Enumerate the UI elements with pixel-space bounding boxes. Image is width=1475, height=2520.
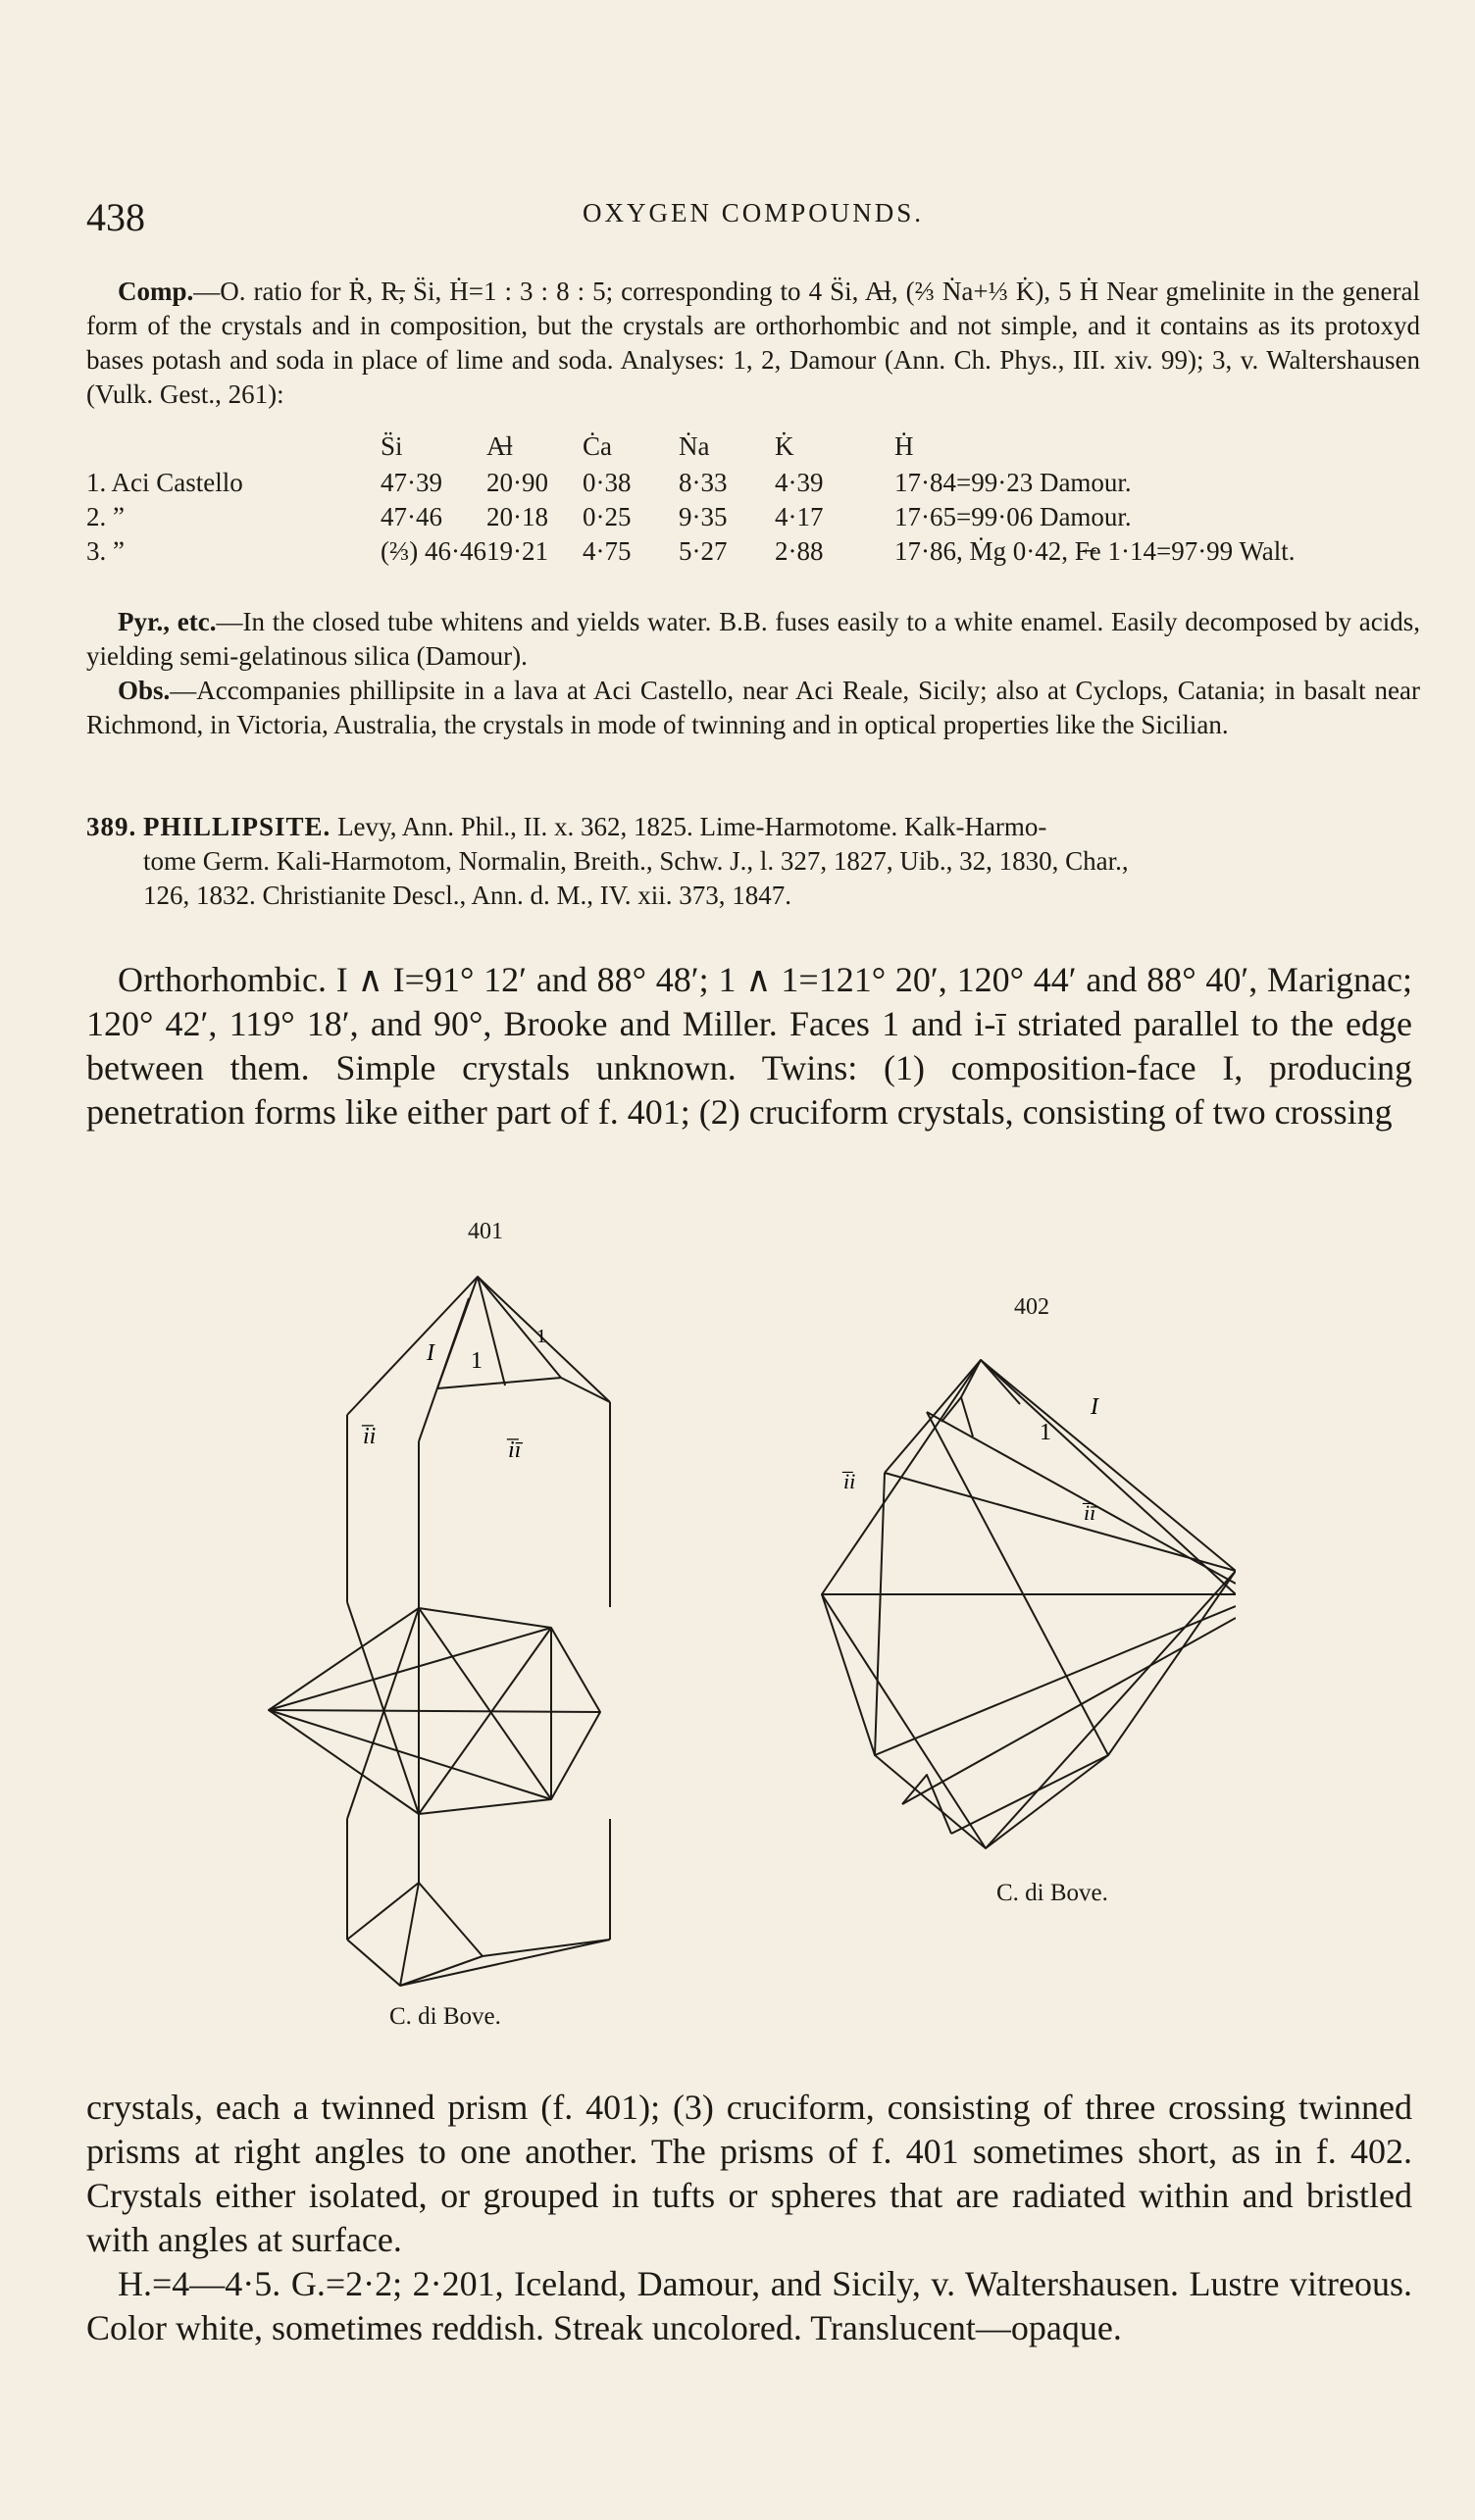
pyr-label: Pyr., etc. bbox=[118, 607, 217, 636]
header-h: Ḣ bbox=[893, 431, 914, 461]
figure-402 bbox=[804, 1343, 1236, 1863]
figure-401-caption: C. di Bove. bbox=[389, 2003, 501, 2030]
cell-rest: 17·86, Ṁg 0·42, F̶e 1·14=97·99 Walt. bbox=[893, 536, 1296, 566]
obs-label: Obs. bbox=[118, 676, 171, 705]
header-si: S̈i bbox=[381, 431, 403, 461]
cell-si: 47·46 bbox=[381, 502, 442, 531]
figure-402-caption: C. di Bove. bbox=[996, 1880, 1108, 1906]
face-label: i̅i bbox=[363, 1424, 377, 1449]
cell-al: 19·21 bbox=[485, 536, 548, 566]
comp-label: Comp. bbox=[118, 277, 194, 306]
cell-na: 9·35 bbox=[678, 502, 728, 531]
face-label: 1 bbox=[1040, 1420, 1051, 1445]
cell-al: 20·18 bbox=[485, 502, 548, 531]
pyrognostics-section bbox=[86, 605, 1420, 742]
description-paragraph-3: H.=4—4·5. G.=2·2; 2·201, Iceland, Damour, and Sicily, v. Waltershausen. Lustre vitreous. Color white, sometimes reddish. Streak uncolored. Translucent—opaque. bbox=[86, 2264, 1412, 2347]
face-label: 1 bbox=[536, 1326, 546, 1347]
obs-text: —Accompanies phillipsite in a lava at Aci Castello, near Aci Reale, Sicily; also at Cyclops, Catania; in basalt near Richmond, in Victoria, Australia, the crystals in mode of twinning and in optical properties like the Sicilian. bbox=[86, 676, 1420, 739]
face-label: I bbox=[427, 1340, 434, 1366]
cell-si: 47·39 bbox=[381, 468, 442, 497]
cell-rest: 17·84=99·23 Damour. bbox=[893, 468, 1132, 497]
page-number: 438 bbox=[86, 195, 145, 239]
cell-ca: 0·25 bbox=[582, 502, 632, 531]
row-label: 1. Aci Castello bbox=[86, 468, 243, 497]
species-number: 389. bbox=[86, 812, 137, 841]
cell-na: 8·33 bbox=[678, 468, 728, 497]
cell-rest: 17·65=99·06 Damour. bbox=[893, 502, 1132, 531]
cell-ca: 0·38 bbox=[582, 468, 632, 497]
header-k: K̇ bbox=[774, 431, 794, 461]
face-label: i̅i bbox=[843, 1469, 856, 1493]
crystal-drawing-401 bbox=[257, 1265, 728, 1991]
page-header bbox=[86, 194, 1420, 243]
cell-si: (⅔) 46·46 bbox=[381, 536, 486, 566]
table-row bbox=[86, 466, 1296, 500]
cell-k: 4·39 bbox=[774, 468, 824, 497]
figure-401 bbox=[257, 1265, 728, 1991]
species-line-1: Levy, Ann. Phil., II. x. 362, 1825. Lime-Harmotome. Kalk-Harmo- bbox=[337, 812, 1047, 841]
face-label: I bbox=[1091, 1394, 1098, 1420]
row-label: 2. ˮ bbox=[86, 502, 125, 531]
analyses-table bbox=[86, 429, 1420, 569]
face-label: 1 bbox=[471, 1348, 483, 1374]
cell-k: 2·88 bbox=[774, 536, 824, 566]
face-label: i̅ī bbox=[1084, 1500, 1096, 1525]
species-line-3: 126, 1832. Christianite Descl., Ann. d. M., IV. xii. 373, 1847. bbox=[143, 881, 791, 910]
face-label: i̅ī bbox=[508, 1437, 522, 1463]
running-head: OXYGEN COMPOUNDS. bbox=[582, 198, 925, 227]
description-paragraph-1: Orthorhombic. I ∧ I=91° 12′ and 88° 48′; 1 ∧ 1=121° 20′, 120° 44′ and 88° 40′, Marignac; 120° 42′, 119° 18′, and 90°, Brooke and Miller. Faces 1 and i-ī striated parallel to the edge between them. Simple crystals unknown. Twins: (1) composition-face I, producing penetration forms like either part of f. 401; (2) cruciform crystals, consisting of two crossing bbox=[86, 960, 1412, 1132]
figure-401-number: 401 bbox=[468, 1219, 503, 1244]
figure-402-number: 402 bbox=[1014, 1294, 1049, 1320]
row-label: 3. ˮ bbox=[86, 536, 125, 566]
comp-text: —O. ratio for Ṙ, R̶, S̈i, Ḣ=1 : 3 : 8 : 5; corresponding to 4 S̈i, A̶l, (⅔ Ṅa+⅓ K̇), 5 Ḣ Near gmelinite in the general form of the crystals and in composition, but the crystals are orthorhombic and not simple, and it contains as its protoxyd bases potash and soda in place of lime and soda. Analyses: 1, 2, Damour (Ann. Ch. Phys., III. xiv. 99); 3, v. Waltershausen (Vulk. Gest., 261): bbox=[86, 277, 1420, 409]
species-name: PHILLIPSITE. bbox=[143, 812, 331, 841]
header-al: A̶l bbox=[485, 431, 513, 461]
table-row bbox=[86, 500, 1296, 534]
header-na: Ṅa bbox=[678, 431, 710, 461]
pyr-text: —In the closed tube whitens and yields water. B.B. fuses easily to a white enamel. Easily decomposed by acids, yielding semi-gelatinous silica (Damour). bbox=[86, 607, 1420, 671]
composition-section bbox=[86, 275, 1420, 412]
table-row bbox=[86, 534, 1296, 569]
crystal-drawing-402 bbox=[804, 1343, 1236, 1863]
species-line-2: tome Germ. Kali-Harmotom, Normalin, Breith., Schw. J., l. 327, 1827, Uib., 32, 1830, Char., bbox=[143, 846, 1129, 876]
species-heading bbox=[86, 810, 1420, 913]
analyses-header-row bbox=[86, 429, 1296, 466]
header-ca: Ċa bbox=[582, 431, 612, 461]
cell-na: 5·27 bbox=[678, 536, 728, 566]
description-paragraph-2: crystals, each a twinned prism (f. 401); (3) cruciform, consisting of three crossing twinned prisms at right angles to one another. The prisms of f. 401 sometimes short, as in f. 402. Crystals either isolated, or grouped in tufts or spheres that are radiated within and bristled with angles at surface. H.=4—4·5. G.=2·2; 2·201, Iceland, Damour, and Sicily, v. Waltershausen. Lustre vitreous. Color white, sometimes reddish. Streak uncolored. Translucent—opaque. bbox=[86, 2086, 1412, 2350]
cell-k: 4·17 bbox=[774, 502, 824, 531]
cell-ca: 4·75 bbox=[582, 536, 632, 566]
cell-al: 20·90 bbox=[485, 468, 548, 497]
